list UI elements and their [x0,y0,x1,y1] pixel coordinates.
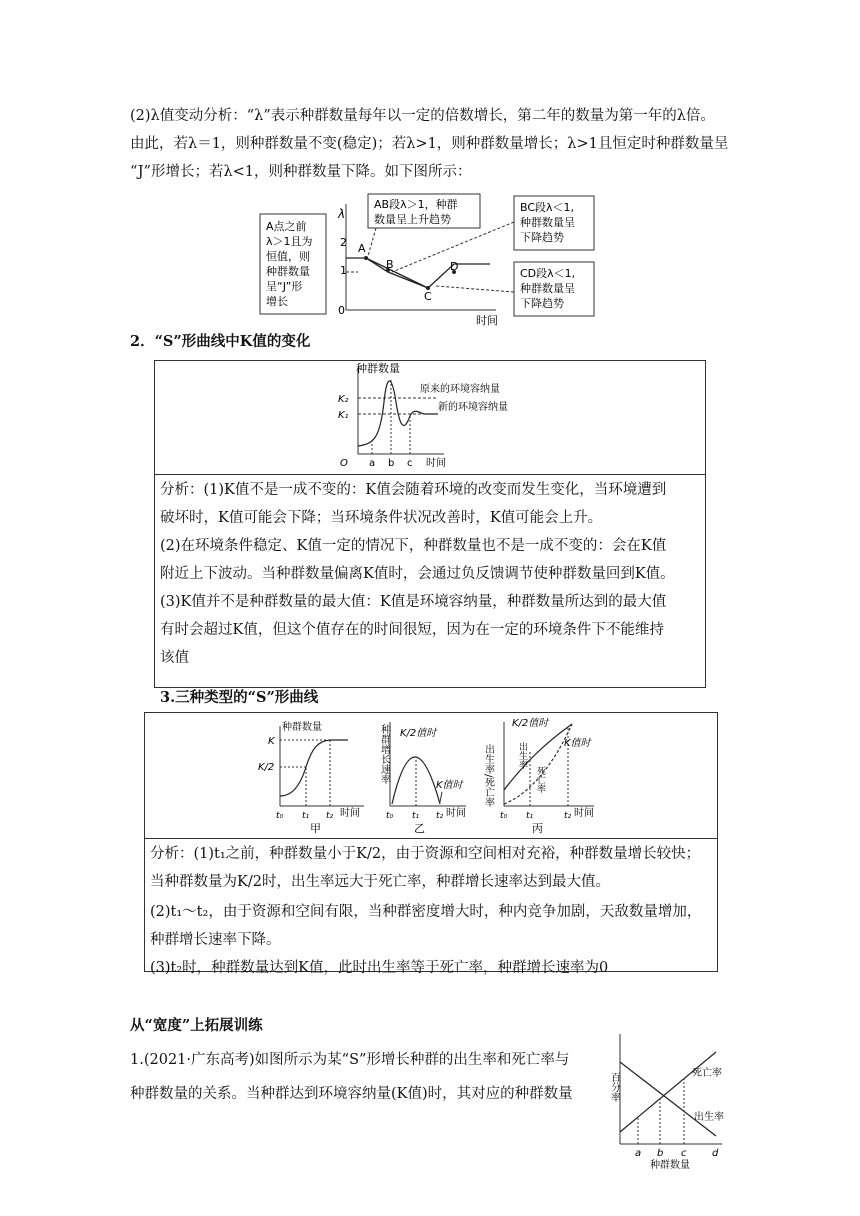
training-heading: 从“宽度”上拓展训练 [130,1017,263,1034]
q1-xlabel: 种群数量 [650,1160,690,1171]
note-a-4: 种群数量 [266,265,310,278]
s2-analysis-6: 有时会超过K值，但这个值存在的时间很短，因为在一定的环境条件下不能维持 [160,622,664,638]
kfig-k1: K₁ [338,410,349,421]
yi-t2: t₂ [436,811,444,821]
lambda-xlabel: 时间 [476,314,498,327]
jia-t1: t₁ [302,811,310,821]
s2-analysis-5: (3)K值并不是种群数量的最大值：K值是环境容纳量，种群数量所达到的最大值 [160,594,667,610]
q1-line-2: 种群数量的关系。当种群达到环境容纳量(K值)时，其对应的种群数量 [130,1086,573,1102]
s3-analysis-3: (2)t₁～t₂，由于资源和空间有限，当种群密度增大时，种内竞争加剧，天敌数量增加， [150,904,702,920]
note-cd-1: CD段λ＜1, [520,267,576,280]
yi-t0: t₀ [386,811,394,821]
note-ab-1: AB段λ＞1，种群 [374,198,458,211]
point-a: A [358,242,366,255]
yi-t1: t₁ [412,811,420,821]
jia-t0: t₀ [276,811,284,821]
note-ab-2: 数量呈上升趋势 [374,213,451,226]
bing-xlabel: 时间 [574,808,594,819]
kfig-new: 新的环境容纳量 [438,402,508,413]
bing-birth: 出生率 [517,742,527,769]
q1-a: a [635,1148,642,1159]
note-bc-1: BC段λ＜1, [520,201,575,214]
q1-d: d [712,1148,719,1159]
q1-c: c [681,1148,687,1159]
point-b: B [386,258,394,271]
q1-ylabel: 百分率 [608,1072,620,1102]
tick-0: 0 [338,304,345,317]
jia-caption: 甲 [310,822,321,835]
bing-t1: t₁ [526,811,534,821]
kfig-xlabel: 时间 [426,458,446,469]
kfig-b: b [388,458,395,469]
bing-right: K值时 [564,738,591,749]
note-a-6: 增长 [266,295,288,308]
jia-xlabel: 时间 [340,808,360,819]
q1-death: 死亡率 [692,1068,722,1079]
bing-caption: 丙 [532,822,543,835]
jia-t2: t₂ [326,811,334,821]
bing-t0: t₀ [500,811,508,821]
section3-divider [144,838,717,839]
note-bc-2: 种群数量呈 [520,216,575,229]
bing-top: K/2值时 [512,718,549,729]
intro-line-1: (2)λ值变动分析：“λ”表示种群数量每年以一定的倍数增长，第二年的数量为第一年的λ倍。 [130,108,715,124]
k-value-figure [334,362,534,472]
fig-bing [484,714,608,834]
kfig-k2: K₂ [338,394,349,405]
intro-line-2: 由此，若λ＝1，则种群数量不变(稳定)；若λ>1，则种群数量增长；λ>1且恒定时种群数量呈 [130,136,729,152]
note-bc-3: 下降趋势 [520,231,564,244]
s3-analysis-2: 当种群数量为K/2时，出生率远大于死亡率，种群增长速率达到最大值。 [150,874,610,890]
kfig-orig: 原来的环境容纳量 [420,384,500,395]
yi-right: K值时 [436,780,463,791]
q1-birth: 出生率 [694,1112,724,1123]
kfig-origin: O [340,458,348,469]
s2-analysis-2: 破坏时，K值可能会下降；当环境条件状况改善时，K值可能会上升。 [160,510,603,526]
yi-top: K/2值时 [400,728,437,739]
jia-k2: K/2 [258,762,275,773]
q1-line-1: 1.(2021·广东高考)如图所示为某“S”形增长种群的出生率和死亡率与 [130,1052,570,1068]
jia-ylabel: 种群数量 [282,722,322,733]
bing-ylabel: 出生率/死亡率 [482,744,494,808]
intro-line-3: “J”形增长；若λ<1，则种群数量下降。如下图所示： [130,164,472,180]
s2-analysis-7: 该值 [160,650,189,666]
q1-b: b [657,1148,664,1159]
yi-caption: 乙 [414,822,425,835]
fig-yi [370,716,482,834]
note-a-5: 呈“J”形 [266,280,303,293]
tick-2: 2 [340,236,347,249]
jia-k: K [268,736,275,747]
kfig-a: a [369,458,376,469]
bing-t2: t₂ [564,811,572,821]
yi-ylabel: 种群增长速率 [378,724,390,784]
kfig-ylabel: 种群数量 [356,362,400,375]
s2-analysis-3: (2)在环境条件稳定、K值一定的情况下，种群数量也不是一成不变的：会在K值 [160,538,667,554]
note-a-1: A点之前 [266,220,307,233]
lambda-figure [258,192,608,327]
s2-analysis-1: 分析：(1)K值不是一成不变的：K值会随着环境的改变而发生变化，当环境遭到 [160,482,667,498]
yi-xlabel: 时间 [446,808,466,819]
s3-analysis-1: 分析：(1)t₁之前，种群数量小于K/2，由于资源和空间相对充裕，种群数量增长较快； [150,846,701,862]
s3-analysis-5: (3)t₂时，种群数量达到K值，此时出生率等于死亡率，种群增长速率为0 [150,960,609,976]
section2-title: 2．“S”形曲线中K值的变化 [130,333,311,350]
kfig-c: c [407,458,413,469]
note-cd-2: 种群数量呈 [520,282,575,295]
bing-death: 死亡率 [535,766,545,793]
section2-divider [154,474,705,475]
lambda-ylabel: λ [338,207,346,221]
note-a-2: λ＞1且为 [266,235,313,248]
point-d: D [450,260,459,273]
point-c: C [424,290,432,303]
note-a-3: 恒值，则 [266,250,310,263]
s3-analysis-4: 种群增长速率下降。 [150,932,281,948]
q1-figure [598,1032,738,1172]
s2-analysis-4: 附近上下波动。当种群数量偏离K值时，会通过负反馈调节使种群数量回到K值。 [160,566,675,582]
section3-title: 3.三种类型的“S”形曲线 [160,689,319,706]
note-cd-3: 下降趋势 [520,297,564,310]
fig-jia [256,716,368,834]
tick-1: 1 [340,264,347,277]
